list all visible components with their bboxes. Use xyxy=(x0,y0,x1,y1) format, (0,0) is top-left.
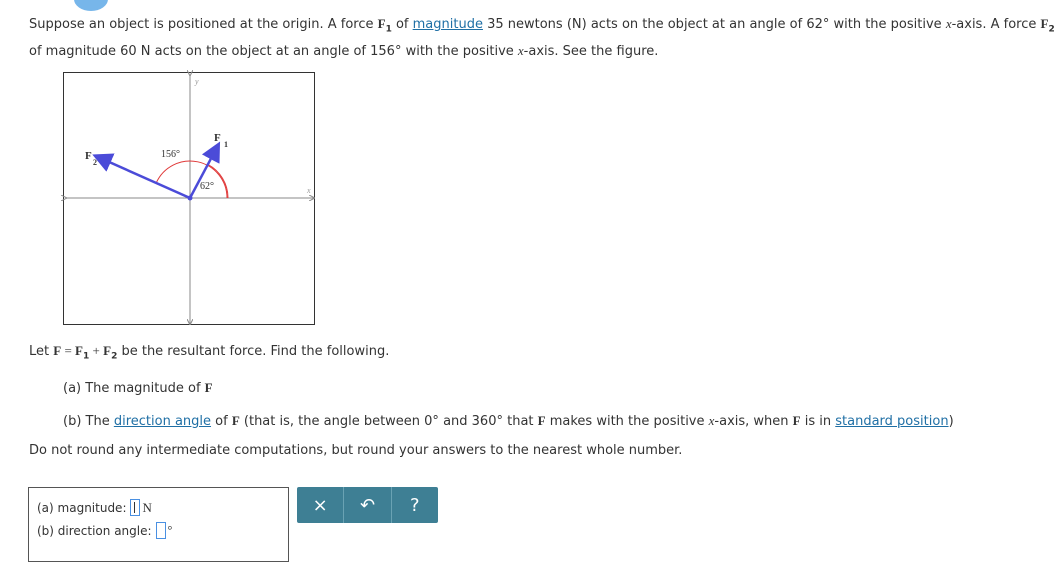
part-b-text: makes with the positive xyxy=(545,414,709,429)
part-b-text: is in xyxy=(800,414,836,429)
problem-text: Suppose an object is positioned at the origin. A force xyxy=(29,17,378,32)
force-f1-symbol: F xyxy=(75,343,83,358)
problem-text: of xyxy=(391,17,413,32)
top-edge-icon xyxy=(74,0,108,11)
plus-sign: + xyxy=(89,343,104,358)
force-f1-subscript: 1 xyxy=(385,24,392,35)
f1-label: F xyxy=(214,132,221,144)
force-f2-symbol: F xyxy=(1040,16,1049,31)
resultant-statement xyxy=(29,343,389,362)
resultant-symbol: F xyxy=(537,413,546,428)
resultant-symbol: F xyxy=(53,343,62,358)
force-f2-subscript: 2 xyxy=(1048,24,1055,35)
problem-line-2 xyxy=(29,43,658,59)
resultant-symbol: F xyxy=(792,413,801,428)
part-b-text: (b) The xyxy=(63,414,114,429)
magnitude-link[interactable]: magnitude xyxy=(412,17,483,32)
f2-label: F xyxy=(85,150,92,162)
force-f2-subscript: 2 xyxy=(111,351,118,362)
x-variable: x xyxy=(708,413,715,428)
origin-point xyxy=(188,196,193,201)
undo-icon: ↶ xyxy=(359,494,376,516)
equals-sign: = xyxy=(61,343,76,358)
degree-unit: ° xyxy=(167,523,173,537)
direction-angle-label: (b) direction angle: xyxy=(37,523,152,538)
x-variable: x xyxy=(517,43,524,58)
magnitude-label: (a) magnitude: xyxy=(37,500,127,515)
x-variable: x xyxy=(945,16,952,31)
resultant-text: be the resultant force. Find the following. xyxy=(117,344,390,359)
force-diagram-svg xyxy=(64,73,316,326)
part-b-text: ) xyxy=(948,414,954,429)
force-f1-subscript: 1 xyxy=(83,351,90,362)
angle-62-label: 62° xyxy=(200,181,214,192)
help-button[interactable] xyxy=(391,487,438,523)
magnitude-unit: N xyxy=(142,499,152,515)
force-f2-vector xyxy=(97,157,190,198)
part-b-text: (that is, the angle between 0° and 360° that xyxy=(239,414,538,429)
force-f2-symbol: F xyxy=(103,343,112,358)
direction-angle-link[interactable]: direction angle xyxy=(113,414,212,429)
problem-text: -axis. A force xyxy=(951,17,1041,32)
resultant-symbol: F xyxy=(231,413,240,428)
force-diagram xyxy=(63,72,315,325)
answer-toolbar xyxy=(297,487,438,523)
f1-label-sub: 1 xyxy=(224,140,228,149)
problem-text: -axis. See the figure. xyxy=(523,44,659,59)
answer-row-direction xyxy=(37,522,172,539)
f2-label-sub: 2 xyxy=(93,158,97,167)
part-a-text: (a) The magnitude of xyxy=(63,381,205,396)
angle-156-label: 156° xyxy=(161,149,180,160)
problem-text: 35 newtons (N) acts on the object at an angle of 62° with the positive xyxy=(482,17,946,32)
problem-line-1 xyxy=(29,16,1055,35)
part-b-question xyxy=(63,413,954,429)
problem-text: of magnitude 60 N acts on the object at an angle of 156° with the positive xyxy=(29,44,518,59)
rounding-instruction: Do not round any intermediate computations, but round your answers to the nearest whole number. xyxy=(29,443,683,458)
part-b-text: -axis, when xyxy=(714,414,793,429)
answer-box xyxy=(28,487,289,562)
help-icon: ? xyxy=(410,494,420,516)
undo-button[interactable] xyxy=(343,487,390,523)
resultant-text: Let xyxy=(29,344,54,359)
y-axis-label: y xyxy=(195,77,199,86)
resultant-symbol: F xyxy=(204,380,213,395)
part-a-question xyxy=(63,380,213,396)
standard-position-link[interactable]: standard position xyxy=(835,414,949,429)
magnitude-input[interactable] xyxy=(130,499,140,516)
part-b-text: of xyxy=(211,414,232,429)
x-axis-label: x xyxy=(307,186,311,195)
direction-angle-input[interactable] xyxy=(156,522,166,539)
answer-row-magnitude xyxy=(37,499,152,516)
force-f1-symbol: F xyxy=(377,16,386,31)
close-icon: × xyxy=(312,494,328,516)
clear-button[interactable] xyxy=(297,487,343,523)
